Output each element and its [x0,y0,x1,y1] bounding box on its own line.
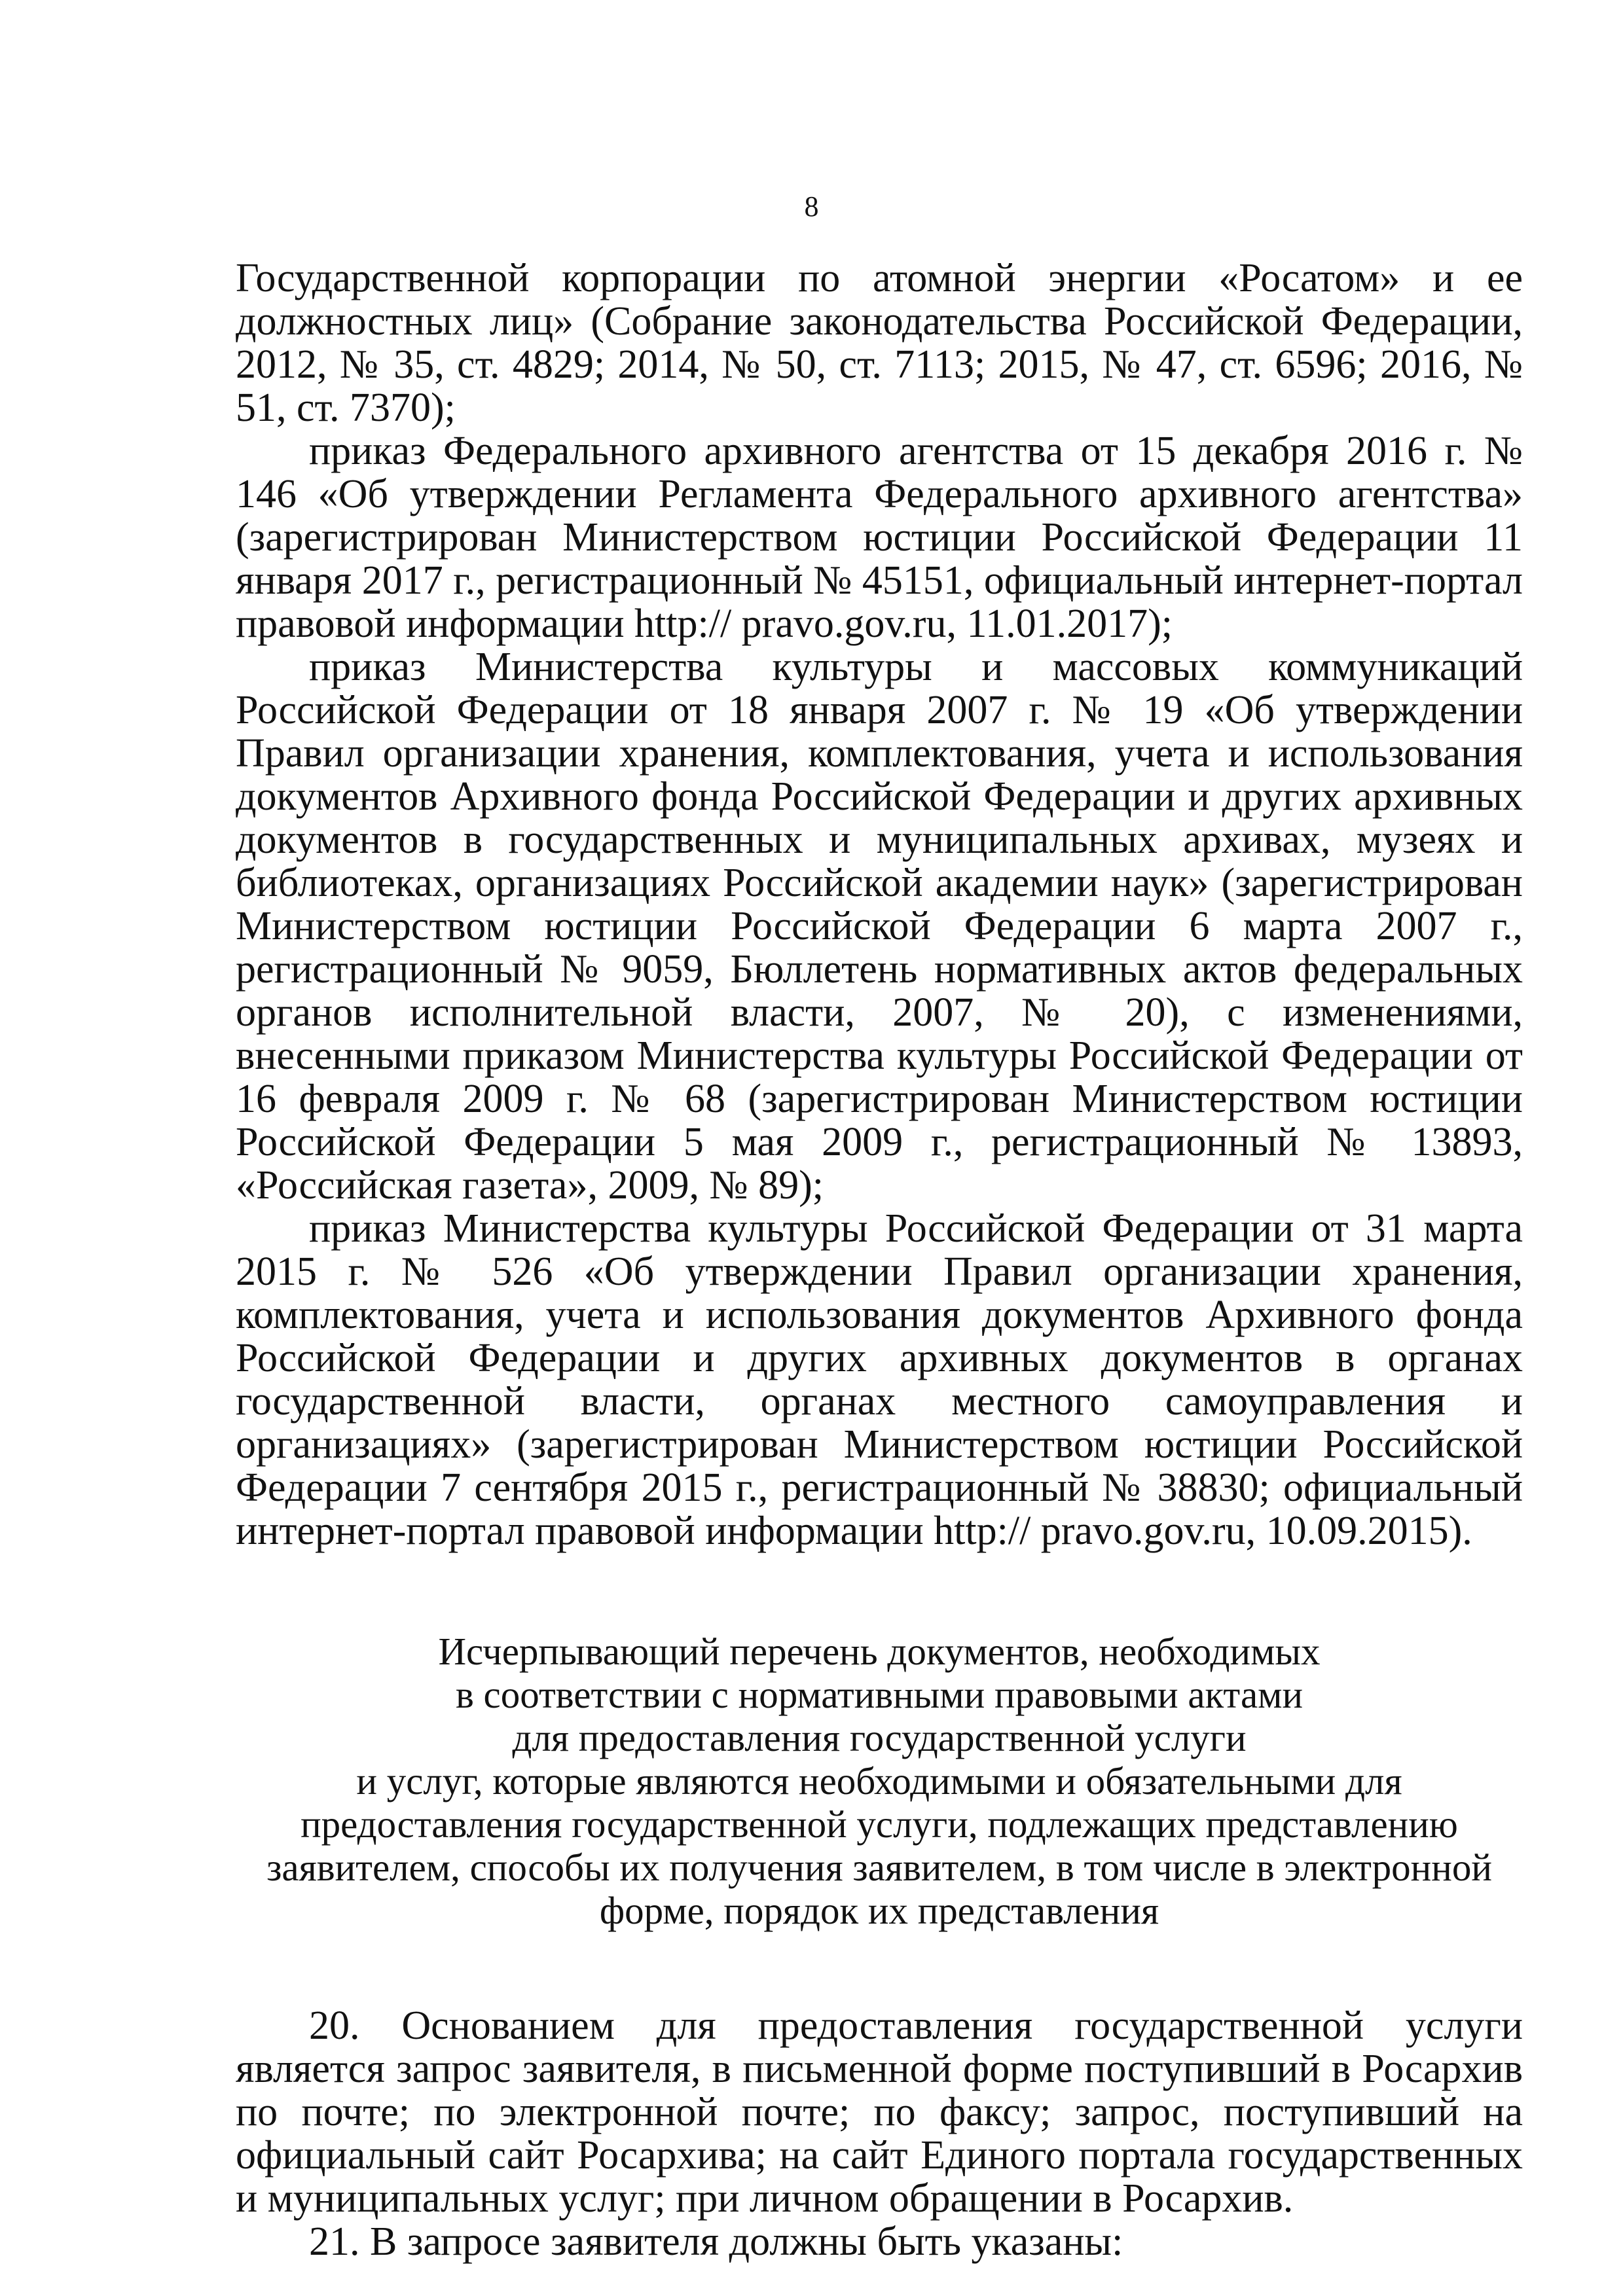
paragraph-rosarkhiv-order-146: приказ Федерального архивного агентства от 15 декабря 2016 г. № 146 «Об утверждении Регламента Федерального архивного агентства» (зарегистрирован Министерством юстиции Российской Федерации 11 января 2017 г., регистрационный № 45151, официальный интернет-портал правовой информации http:// pravo.gov.ru, 11.01.2017); [236,429,1523,646]
document-body [236,257,1523,2263]
section-heading-line: и услуг, которые являются необходимыми и обязательными для [356,1759,1402,1803]
section-heading-line: Исчерпывающий перечень документов, необходимых [438,1630,1321,1673]
section-heading [236,1630,1523,1932]
section-heading-line: в соответствии с нормативными правовыми актами [455,1673,1304,1716]
paragraph-item-20: 20. Основанием для предоставления государственной услуги является запрос заявителя, в письменной форме поступивший в Росархив по почте; по электронной почте; по факсу; запрос, поступивший на официальный сайт Росархива; на сайт Единого портала государственных и муниципальных услуг; при личном обращении в Росархив. [236,2003,1523,2221]
page-number: 8 [804,190,819,223]
paragraph-rosatom-continuation: Государственной корпорации по атомной энергии «Росатом» и ее должностных лиц» (Собрание законодательства Российской Федерации, 2012, № 35, ст. 4829; 2014, № 50, ст. 7113; 2015, № 47, ст. 6596; 2016, № 51, ст. 7370); [236,256,1523,430]
section-heading-line: заявителем, способы их получения заявителем, в том числе в электронной [266,1846,1492,1889]
section-heading-line: для предоставления государственной услуги [512,1716,1247,1759]
paragraph-item-21: 21. В запросе заявителя должны быть указаны: [309,2219,1123,2264]
paragraph-minkult-order-526: приказ Министерства культуры Российской Федерации от 31 марта 2015 г. № 526 «Об утверждении Правил организации хранения, комплектования, учета и использования документов Архивного фонда Российской Федерации и других архивных документов в органах государственной власти, органах местного самоуправления и организациях» (зарегистрирован Министерством юстиции Российской Федерации 7 сентября 2015 г., регистрационный № 38830; официальный интернет-портал правовой информации http:// pravo.gov.ru, 10.09.2015). [236,1206,1523,1553]
section-heading-line: предоставления государственной услуги, подлежащих представлению [301,1803,1458,1846]
paragraph-minkult-order-19: приказ Министерства культуры и массовых коммуникаций Российской Федерации от 18 января 2007 г. № 19 «Об утверждении Правил организации хранения, комплектования, учета и использования документов Архивного фонда Российской Федерации и других архивных документов в государственных и муниципальных архивах, музеях и библиотеках, организациях Российской академии наук» (зарегистрирован Министерством юстиции Российской Федерации 6 марта 2007 г., регистрационный № 9059, Бюллетень нормативных актов федеральных органов исполнительной власти, 2007, № 20), с изменениями, внесенными приказом Министерства культуры Российской Федерации от 16 февраля 2009 г. № 68 (зарегистрирован Министерством юстиции Российской Федерации 5 мая 2009 г., регистрационный № 13893, «Российская газета», 2009, № 89); [236,645,1523,1208]
section-heading-line: форме, порядок их представления [599,1889,1159,1932]
